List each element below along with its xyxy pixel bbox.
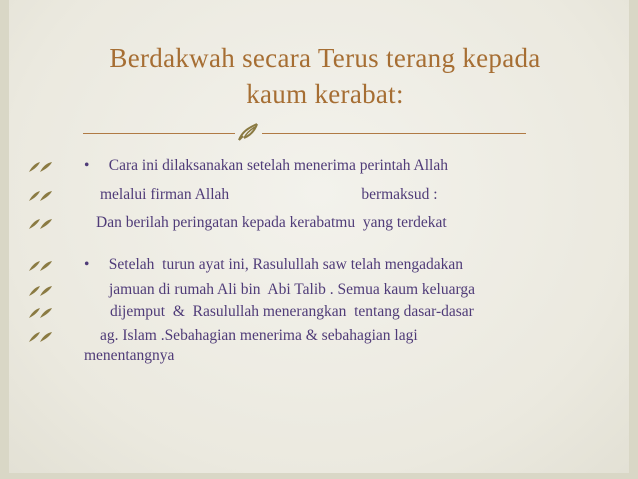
title-divider-right: [262, 133, 526, 134]
slide-title-line-1: Berdakwah secara Terus terang kepada: [109, 43, 541, 73]
leaf-bullet-icon: [28, 160, 54, 174]
body-line-6: dijemput & Rasulullah menerangkan tentang dasar-dasar: [110, 303, 474, 320]
leaf-bullet-icon: [28, 284, 54, 298]
leaf-bullet-icon: [28, 259, 54, 273]
leaf-bullet-icon: [28, 217, 54, 231]
body-line-1: • Cara ini dilaksanakan setelah menerima perintah Allah: [84, 157, 448, 174]
ornament-icon: [236, 120, 260, 144]
slide-frame-left: [0, 0, 9, 479]
slide-frame-bottom: [0, 473, 638, 479]
title-divider-left: [83, 133, 235, 134]
body-line-2: melalui firman Allah bermaksud :: [100, 186, 430, 203]
body-line-8: menentangnya: [84, 347, 175, 364]
body-line-7: ag. Islam .Sebahagian menerima & sebahagian lagi: [100, 327, 418, 344]
leaf-bullet-icon: [28, 189, 54, 203]
body-line-3: Dan berilah peringatan kepada kerabatmu yang terdekat: [96, 214, 447, 231]
slide-title: [60, 40, 590, 112]
leaf-bullet-icon: [28, 330, 54, 344]
body-line-5: jamuan di rumah Ali bin Abi Talib . Semua kaum keluarga: [109, 281, 475, 298]
slide-title-line-2: kaum kerabat:: [246, 79, 404, 109]
body-line-4: • Setelah turun ayat ini, Rasulullah saw telah mengadakan: [84, 256, 464, 273]
leaf-bullet-icon: [28, 306, 54, 320]
slide-frame-right: [629, 0, 638, 479]
